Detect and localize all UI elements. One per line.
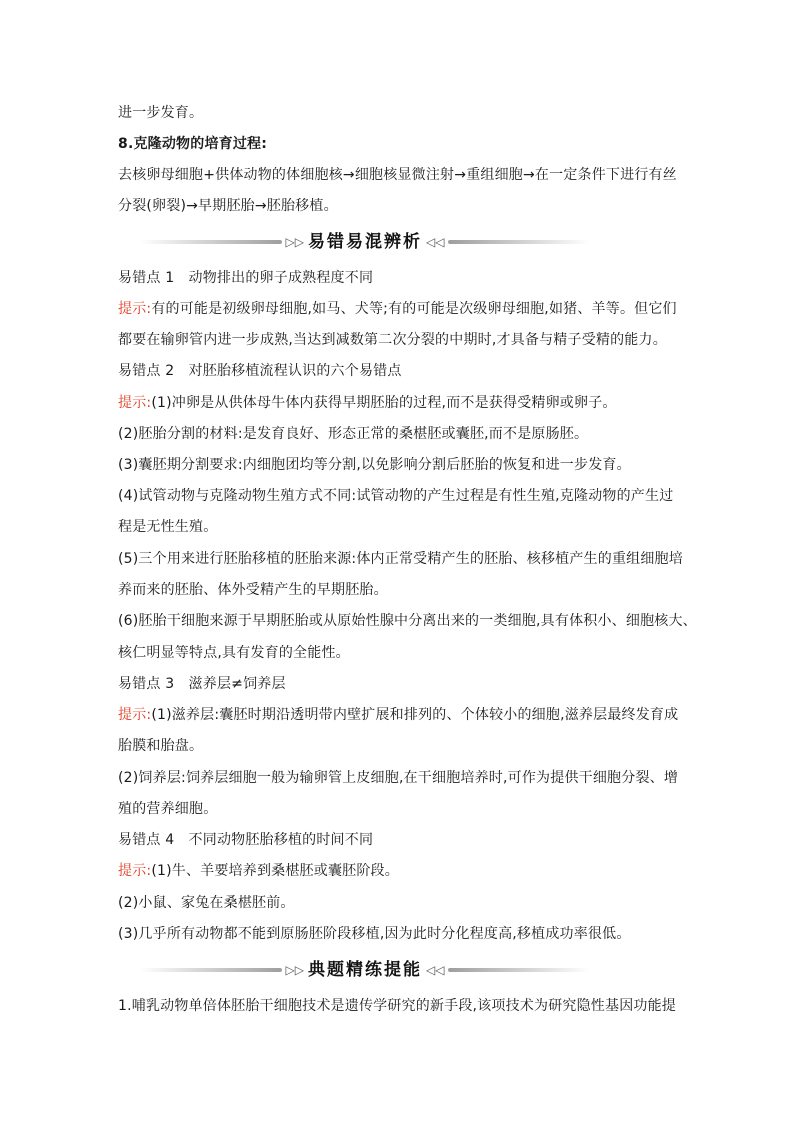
- section-banner-errors: [140, 229, 590, 255]
- left-arrow-icon: ◁◁: [426, 963, 445, 977]
- text-line: (2)小鼠、家兔在桑椹胚前。: [118, 895, 295, 911]
- banner-title: 易错易混辨析: [308, 232, 422, 252]
- question-line: 1.哺乳动物单倍体胚胎干细胞技术是遗传学研究的新手段,该项技术为研究隐性基因功能提: [118, 998, 677, 1014]
- text-line: 提示:有的可能是初级卵母细胞,如马、犬等;有的可能是次级卵母细胞,如猪、羊等。但它们: [118, 301, 677, 317]
- left-arrow-icon: ◁◁: [426, 235, 445, 249]
- tip-label: 提示:: [118, 301, 152, 317]
- text-line: 程是无性生殖。: [118, 519, 218, 535]
- text-line: 去核卵母细胞+供体动物的体细胞核→细胞核显微注射→重组细胞→在一定条件下进行有丝: [118, 167, 677, 183]
- banner-left-bar: [140, 240, 282, 244]
- error-point-title: 易错点 4 不同动物胚胎移植的时间不同: [118, 832, 374, 848]
- tip-label: 提示:: [118, 395, 152, 411]
- text-line: (2)胚胎分割的材料:是发育良好、形态正常的桑椹胚或囊胚,而不是原肠胚。: [118, 426, 589, 442]
- text-line: (3)囊胚期分割要求:内细胞团均等分割,以免影响分割后胚胎的恢复和进一步发育。: [118, 457, 631, 473]
- text-line: 提示:(1)冲卵是从供体母牛体内获得早期胚胎的过程,而不是获得受精卵或卵子。: [118, 395, 617, 411]
- text-line: (5)三个用来进行胚胎移植的胚胎来源:体内正常受精产生的胚胎、核移植产生的重组细胞培: [118, 551, 683, 567]
- text-line: 都要在输卵管内进一步成熟,当达到减数第二次分裂的中期时,才具备与精子受精的能力。: [118, 332, 667, 348]
- error-point-title: 易错点 3 滋养层≠饲养层: [118, 676, 286, 692]
- right-arrow-icon: ▷▷: [285, 235, 304, 249]
- text-line: (2)饲养层:饲养层细胞一般为输卵管上皮细胞,在干细胞培养时,可作为提供干细胞分裂、增: [118, 770, 679, 786]
- text-line: 养而来的胚胎、体外受精产生的早期胚胎。: [118, 582, 388, 598]
- text-line: (3)几乎所有动物都不能到原肠胚阶段移植,因为此时分化程度高,移植成功率很低。: [118, 926, 631, 942]
- text-line: (6)胚胎干细胞来源于早期胚胎或从原始性腺中分离出来的一类细胞,具有体积小、细胞核大、: [118, 613, 697, 629]
- error-point-title: 易错点 1 动物排出的卵子成熟程度不同: [118, 270, 374, 286]
- section-heading: 8.克隆动物的培育过程:: [118, 136, 268, 152]
- banner-title: 典题精练提能: [308, 960, 422, 980]
- right-arrow-icon: ▷▷: [285, 963, 304, 977]
- tip-label: 提示:: [118, 707, 152, 723]
- text-line: 胎膜和胎盘。: [118, 738, 204, 754]
- text-line: 殖的营养细胞。: [118, 801, 218, 817]
- error-point-title: 易错点 2 对胚胎移植流程认识的六个易错点: [118, 363, 402, 379]
- banner-right-bar: [448, 968, 590, 972]
- banner-right-bar: [448, 240, 590, 244]
- section-banner-practice: [140, 957, 590, 983]
- text-line: 核仁明显等特点,具有发育的全能性。: [118, 645, 350, 661]
- text-line: 分裂(卵裂)→早期胚胎→胚胎移植。: [118, 198, 338, 214]
- text-line: (4)试管动物与克隆动物生殖方式不同:试管动物的产生过程是有性生殖,克隆动物的产生过: [118, 488, 674, 504]
- text-line: 进一步发育。: [118, 105, 204, 121]
- text-line: 提示:(1)滋养层:囊胚时期沿透明带内壁扩展和排列的、个体较小的细胞,滋养层最终发育成: [118, 707, 679, 723]
- tip-label: 提示:: [118, 863, 152, 879]
- banner-left-bar: [140, 968, 282, 972]
- text-line: 提示:(1)牛、羊要培养到桑椹胚或囊胚阶段。: [118, 863, 399, 879]
